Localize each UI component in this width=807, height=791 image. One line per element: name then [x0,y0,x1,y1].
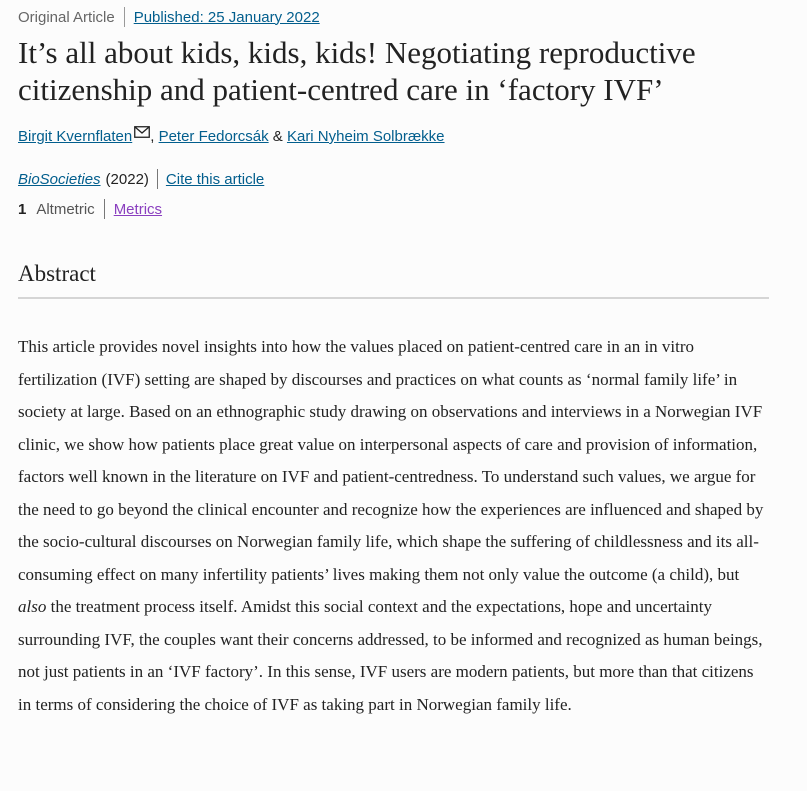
cite-article-link[interactable]: Cite this article [165,170,265,188]
article-title: It’s all about kids, kids, kids! Negotiating reproductive citizenship and patient-centred care in ‘factory IVF’ [18,35,696,107]
abstract-text-part2: the treatment process itself. Amidst this social context and the expectations, hope and uncertainty surrounding IVF, the couples want their concerns addressed, to be informed and recognized as human beings, not just patients in an ‘IVF factory’. In this sense, IVF users are modern patients, but more than that citizens in terms of considering the choice of IVF as taking part in Norwegian family life. [18,597,763,714]
article-type: Original Article [18,8,115,26]
metrics-link[interactable]: Metrics [113,200,163,218]
altmetric-bar [18,199,162,219]
divider [104,199,105,219]
abstract-text-part1: This article provides novel insights into how the values placed on patient-centred care in an in vitro fertilization (IVF) setting are shaped by discourses and practices on what counts as ‘normal family life’ in society at large. Based on an ethnographic study drawing on observations and interviews in a Norwegian IVF clinic, we show how patients place great value on interpersonal aspects of care and provision of information, factors well known in the literature on IVF and patient-centredness. To understand such values, we argue for the need to go beyond the clinical encounter and recognize how the experiences are influenced and shaped by the socio-cultural discourses on Norwegian family life, which shape the suffering of childlessness and its all-consuming effect on many infertility patients’ lives making them not only value the outcome (a child), but [18,337,764,584]
altmetric-label: Altmetric [36,200,95,218]
abstract-heading: Abstract [18,261,96,286]
mail-icon[interactable] [134,125,150,142]
divider [157,169,158,189]
author-separator: , [150,128,159,145]
abstract-emphasis: also [18,597,47,616]
journal-year: (2022) [105,170,149,188]
article-meta [18,7,320,27]
divider [124,7,125,27]
altmetric-count: 1 [18,200,27,218]
journal-info [18,169,264,189]
author-link-3[interactable]: Kari Nyheim Solbrække [286,128,445,145]
published-date-link[interactable]: Published: 25 January 2022 [133,8,320,26]
author-separator: & [268,128,287,145]
author-list [18,128,445,145]
journal-link[interactable]: BioSocieties [18,170,101,188]
author-link-1[interactable]: Birgit Kvernflaten [18,128,133,145]
section-divider [18,297,769,299]
abstract-text [18,331,770,721]
author-link-2[interactable]: Peter Fedorcsák [158,128,269,145]
